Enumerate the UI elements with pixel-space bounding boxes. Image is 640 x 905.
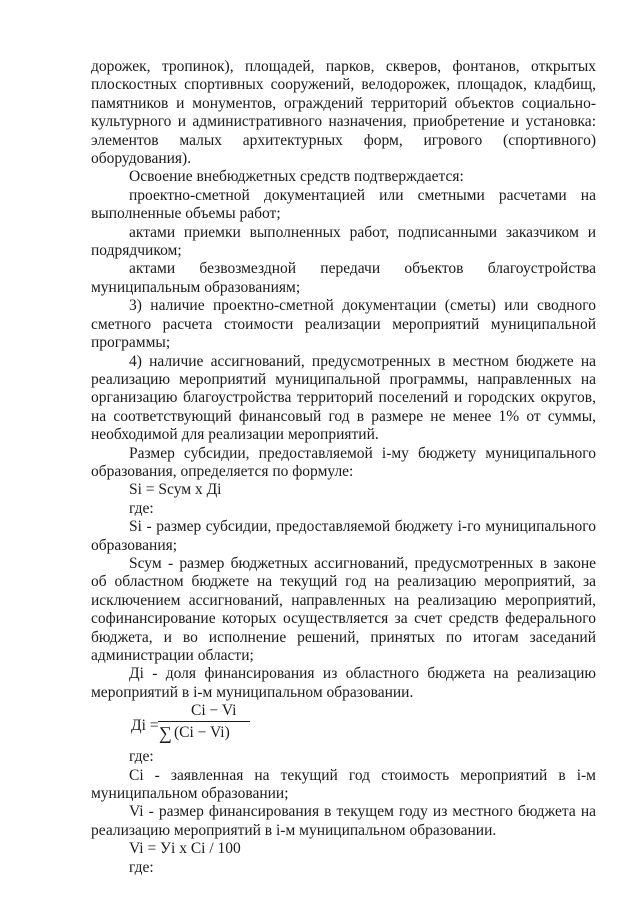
- definition-vi: Vi - размер финансирования в текущем году из местного бюджета на реализацию мероприятий в i-м муниципальном образовании.: [91, 803, 596, 839]
- paragraph-acceptance-acts: актами приемки выполненных работ, подписанными заказчиком и подрядчиком;: [91, 223, 596, 260]
- formula-local-funding: Vi = Уi x Ci / 100: [129, 840, 241, 858]
- definition-ssum: Sсум - размер бюджетных ассигнований, предусмотренных в законе об областном бюджете на текущий год на реализацию мероприятий, за исключением ассигнований, направленных на реализацию мероприятий, софинансирование которых осуществляется за счет средств федерального бюджета, и во исполнение решений, принятых по итогам заседаний администрации области;: [91, 554, 596, 664]
- where-label-1: где:: [129, 499, 154, 517]
- formula-share: [131, 702, 596, 748]
- paragraph-condition-3: 3) наличие проектно-сметной документации (сметы) или сводного сметного расчета стоимости реализации мероприятий муниципальной программы;: [91, 297, 596, 352]
- paragraph-offbudget-confirmation: Освоение внебюджетных средств подтверждается:: [129, 168, 464, 186]
- formula-share-numerator: Ci − Vi: [191, 702, 237, 720]
- where-label-3: где:: [129, 858, 154, 876]
- where-label-2: где:: [129, 748, 154, 766]
- sum-sign: ∑: [159, 723, 172, 744]
- fraction-bar: [158, 721, 250, 722]
- definition-di: Дi - доля финансирования из областного бюджета на реализацию мероприятий в i-м муниципальном образовании.: [91, 665, 596, 701]
- document-body: [91, 58, 596, 877]
- paragraph-transfer-acts: актами безвозмездной передачи объектов благоустройства муниципальным образованиям;: [91, 260, 596, 296]
- formula-share-lhs: Дi =: [131, 717, 159, 735]
- paragraph-subsidy-size: Размер субсидии, предоставляемой i-му бюджету муниципального образования, определяется по формуле:: [91, 444, 596, 480]
- paragraph-condition-4: 4) наличие ассигнований, предусмотренных в местном бюджете на реализацию мероприятий муниципальной программы, направленных на организацию благоустройства территорий поселений и городских округов, на соответствующий финансовый год в размере не менее 1% от суммы, необходимой для реализации мероприятий.: [91, 352, 596, 444]
- formula-subsidy: Si = Sсум x Дi: [129, 481, 222, 499]
- paragraph-design-estimate: проектно-сметной документацией или сметными расчетами на выполненные объемы работ;: [91, 186, 596, 223]
- definition-ci: Ci - заявленная на текущий год стоимость мероприятий в i-м муниципальном образовании;: [91, 766, 596, 803]
- definition-si: Si - размер субсидии, предоставляемой бюджету i-го муниципального образования;: [91, 518, 596, 554]
- paragraph-objects-list: дорожек, тропинок), площадей, парков, скверов, фонтанов, открытых плоскостных спортивных сооружений, велодорожек, площадок, кладбищ, памятников и монументов, ограждений территорий объектов социально-культурного и административного назначения, приобретение и установка: элементов малых архитектурных форм, игрового (спортивного) оборудования).: [91, 58, 596, 168]
- formula-share-denominator: (Ci − Vi): [174, 724, 230, 742]
